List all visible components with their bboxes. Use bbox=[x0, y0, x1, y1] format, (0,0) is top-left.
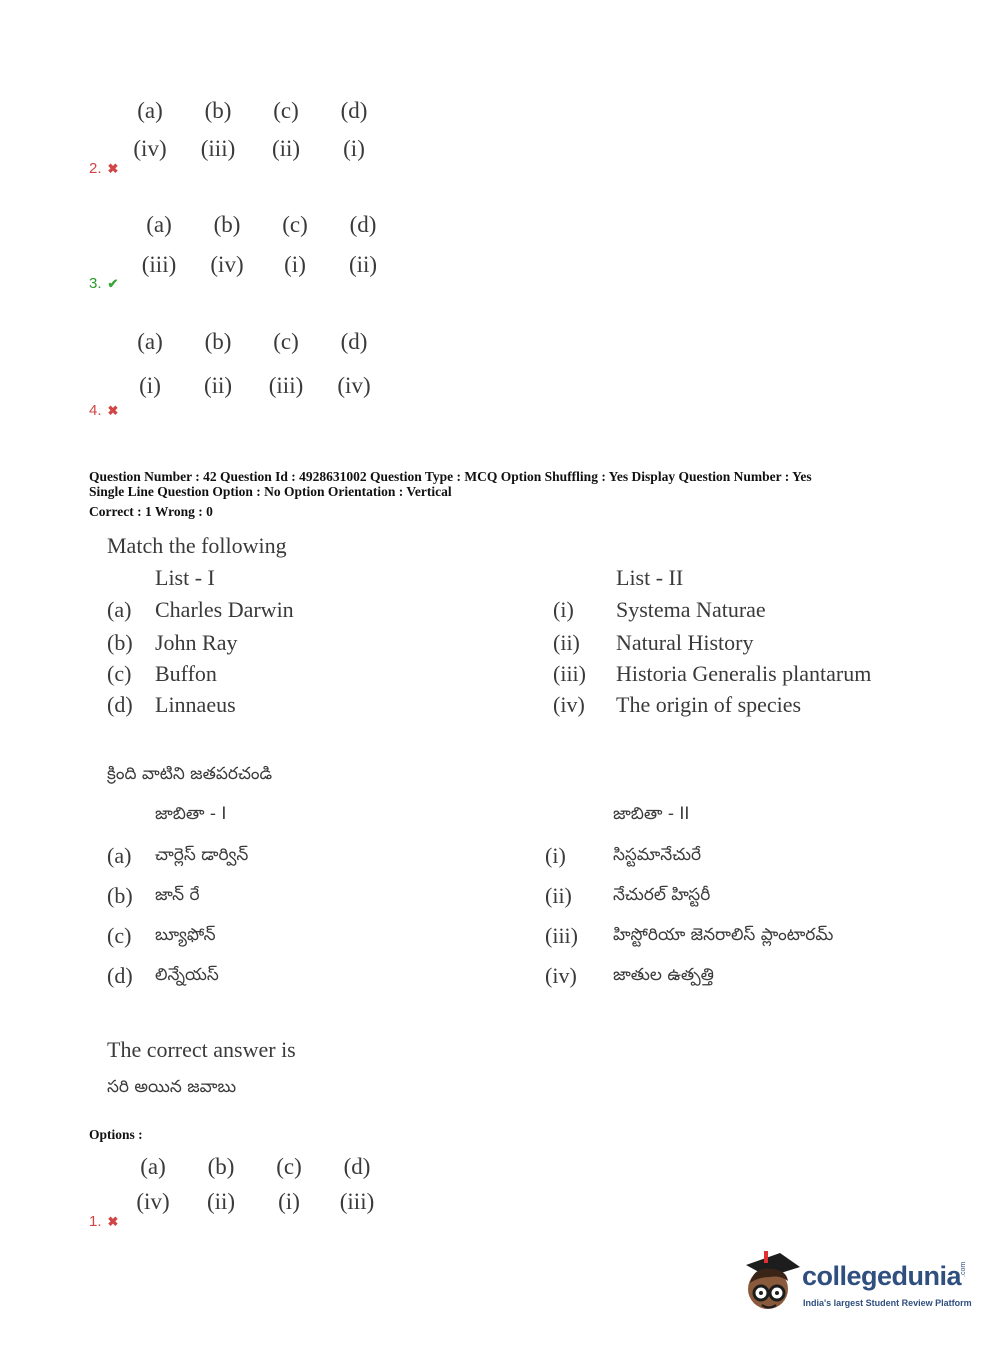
option-letter: (a) bbox=[140, 1154, 166, 1179]
list2-heading-te: జాబితా - II bbox=[613, 804, 690, 824]
option-value: (ii) bbox=[206, 1189, 236, 1214]
option-value: (iv) bbox=[133, 136, 167, 161]
list2-item: Systema Naturae bbox=[616, 597, 766, 622]
list1-heading-en: List - I bbox=[155, 565, 215, 590]
question-prompt-te: క్రింది వాటిని జతపరచండి bbox=[107, 764, 273, 784]
list1-label: (a) bbox=[107, 843, 132, 868]
option-letter: (d) bbox=[340, 98, 368, 123]
option-number-label: 3. bbox=[89, 275, 102, 292]
cross-icon: ✖ bbox=[107, 161, 119, 176]
list2-label: (i) bbox=[553, 597, 574, 622]
option-value: (iii) bbox=[141, 252, 177, 277]
option-letter: (c) bbox=[282, 212, 308, 237]
options-label: Options : bbox=[89, 1127, 143, 1142]
collegedunia-logo[interactable] bbox=[740, 1247, 970, 1319]
brand-name: collegedunia bbox=[802, 1261, 962, 1291]
option-letter: (a) bbox=[137, 98, 163, 123]
option-value: (i) bbox=[139, 373, 161, 398]
option-value: (ii) bbox=[348, 252, 378, 277]
option-letter: (b) bbox=[204, 98, 232, 123]
option-3-number[interactable] bbox=[89, 275, 118, 292]
question-prompt-en: Match the following bbox=[107, 533, 287, 558]
option-letter: (b) bbox=[207, 1154, 235, 1179]
list2-label: (iii) bbox=[545, 923, 578, 948]
brand-tagline: India's largest Student Review Platform bbox=[803, 1298, 972, 1308]
list2-label: (ii) bbox=[553, 630, 580, 655]
list1-item: చార్లెస్ డార్విన్ bbox=[155, 845, 249, 865]
list1-label: (b) bbox=[107, 883, 133, 908]
student-mascot-icon bbox=[740, 1247, 802, 1319]
list1-item: లిన్నేయస్ bbox=[155, 965, 219, 985]
option-number-label: 2. bbox=[89, 160, 102, 177]
option-letter: (a) bbox=[146, 212, 172, 237]
answer-prompt-en: The correct answer is bbox=[107, 1037, 296, 1062]
list1-label: (c) bbox=[107, 661, 132, 686]
list2-label: (iv) bbox=[545, 963, 577, 988]
list1-item: Buffon bbox=[155, 661, 217, 686]
option-value: (ii) bbox=[271, 136, 301, 161]
option-value: (iv) bbox=[136, 1189, 170, 1214]
option-value: (i) bbox=[284, 252, 306, 277]
option-value: (iii) bbox=[339, 1189, 375, 1214]
option-value: (iii) bbox=[200, 136, 236, 161]
check-icon: ✔ bbox=[107, 276, 119, 291]
cross-icon: ✖ bbox=[107, 403, 119, 418]
list1-label: (d) bbox=[107, 963, 133, 988]
option-letter: (d) bbox=[340, 329, 368, 354]
option-value: (ii) bbox=[203, 373, 233, 398]
option-value: (iv) bbox=[210, 252, 244, 277]
brand-suffix: .com bbox=[960, 1261, 967, 1277]
list2-item: సిస్టమానేచురే bbox=[613, 845, 702, 865]
cross-icon: ✖ bbox=[107, 1214, 119, 1229]
list1-heading-te: జాబితా - I bbox=[155, 804, 227, 824]
option-value: (iv) bbox=[337, 373, 371, 398]
option-number-label: 1. bbox=[89, 1213, 102, 1230]
option-letter: (d) bbox=[343, 1154, 371, 1179]
option-number-label: 4. bbox=[89, 402, 102, 419]
option-value: (i) bbox=[343, 136, 365, 161]
list2-item: The origin of species bbox=[616, 692, 802, 717]
list1-item: బ్యూఫోన్ bbox=[155, 925, 216, 945]
option-letter: (d) bbox=[349, 212, 377, 237]
list2-label: (iii) bbox=[553, 661, 586, 686]
list2-label: (ii) bbox=[545, 883, 572, 908]
list1-item: Charles Darwin bbox=[155, 597, 294, 622]
option-letter: (a) bbox=[137, 329, 163, 354]
list2-heading-en: List - II bbox=[616, 565, 684, 590]
list2-label: (iv) bbox=[553, 692, 585, 717]
list2-item: హిస్టోరియా జెనరాలిస్ ప్లాంటారమ్ bbox=[613, 925, 834, 945]
list2-item: జాతుల ఉత్పత్తి bbox=[613, 965, 714, 985]
question-meta-line-1: Question Number : 42 Question Id : 4928631002 Question Type : MCQ Option Shuffling : Yes Display Question Number : Yes bbox=[89, 469, 812, 484]
list1-label: (c) bbox=[107, 923, 132, 948]
option-value: (i) bbox=[278, 1189, 300, 1214]
option-value: (iii) bbox=[268, 373, 304, 398]
question-meta-line-3: Correct : 1 Wrong : 0 bbox=[89, 504, 213, 519]
list2-item: నేచురల్ హిస్టరీ bbox=[613, 885, 711, 905]
list1-label: (a) bbox=[107, 597, 132, 622]
list2-item: Natural History bbox=[616, 630, 754, 655]
option-4-number[interactable] bbox=[89, 402, 118, 419]
option-letter: (c) bbox=[273, 329, 299, 354]
list1-label: (d) bbox=[107, 692, 133, 717]
question-meta-line-2: Single Line Question Option : No Option Orientation : Vertical bbox=[89, 484, 452, 499]
list1-item: John Ray bbox=[155, 630, 238, 655]
option-letter: (c) bbox=[273, 98, 299, 123]
list1-label: (b) bbox=[107, 630, 133, 655]
list2-label: (i) bbox=[545, 843, 566, 868]
list2-item: Historia Generalis plantarum bbox=[616, 661, 872, 686]
option-letter: (b) bbox=[204, 329, 232, 354]
option-2-number[interactable] bbox=[89, 160, 118, 177]
option-letter: (b) bbox=[213, 212, 241, 237]
answer-prompt-te: సరి అయిన జవాబు bbox=[107, 1077, 237, 1097]
list1-item: జాన్ రే bbox=[155, 885, 200, 905]
option-1-number[interactable] bbox=[89, 1213, 118, 1230]
option-letter: (c) bbox=[276, 1154, 302, 1179]
list1-item: Linnaeus bbox=[155, 692, 236, 717]
